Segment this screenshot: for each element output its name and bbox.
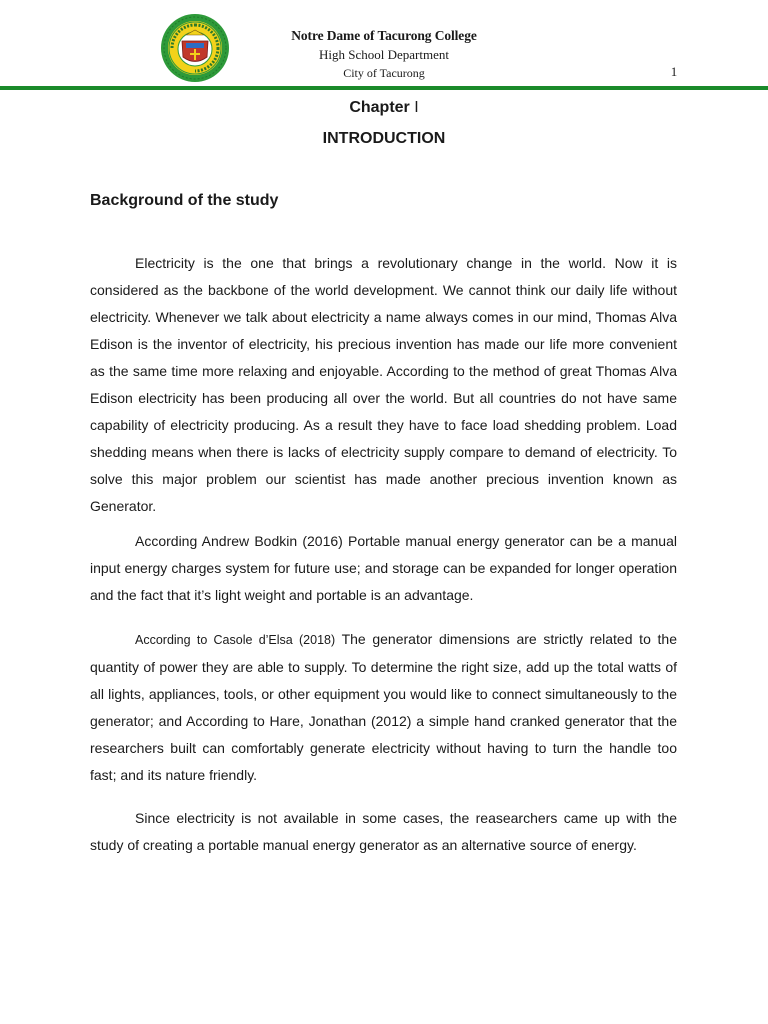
city-name: City of Tacurong: [343, 66, 425, 80]
body-paragraph: Since electricity is not available in some cases, the reasearchers came up with the study of creating a portable manual energy generator as an alternative source of energy.: [90, 810, 677, 853]
chapter-label: [0, 99, 768, 117]
institution-name: Notre Dame of Tacurong College: [291, 28, 477, 43]
chapter-number: I: [414, 99, 419, 116]
body-paragraph: According Andrew Bodkin (2016) Portable manual energy generator can be a manual input energy charges system for future use; and storage can be expanded for longer operation and the fact that it’s light weight and portable is an advantage.: [90, 533, 677, 603]
header-divider: [0, 86, 768, 90]
department-name: High School Department: [319, 47, 449, 62]
body-paragraph: Electricity is the one that brings a revolutionary change in the world. Now it is considered as the backbone of the world development. We cannot think our daily life without electricity. Whenever we talk about electricity a name always comes in our mind, Thomas Alva Edison is the inventor of electricity, his precious invention has made our life more convenient as the same time more relaxing and enjoyable. According to the method of great Thomas Alva Edison electricity has been producing all over the world. But all countries do not have same capability of electricity producing. As a result they have to face load shedding problem. Load shedding means when there is lacks of electricity supply compare to demand of electricity. To solve this major problem our scientist has made another precious invention known as Generator.: [90, 255, 677, 514]
document-header: [0, 0, 768, 96]
chapter-word: Chapter: [349, 99, 415, 116]
college-seal-icon: [160, 13, 230, 83]
section-heading: Background of the study: [90, 192, 279, 209]
body-paragraph: [90, 626, 677, 789]
citation-lead: According to Casole d’Elsa (2018): [135, 633, 336, 647]
paragraph-text: The generator dimensions are strictly related to the quantity of power they are able to supply. To determine the right size, add up the total watts of all lights, appliances, tools, or other equipment you would like to connect simultaneously to the generator; and According to Hare, Jonathan (2012) a simple hand cranked generator that the researchers built can comfortably generate electricity without having to turn the handle too fast; and its nature friendly.: [90, 631, 677, 783]
chapter-title: INTRODUCTION: [322, 130, 446, 147]
page-number: 1: [670, 64, 678, 79]
